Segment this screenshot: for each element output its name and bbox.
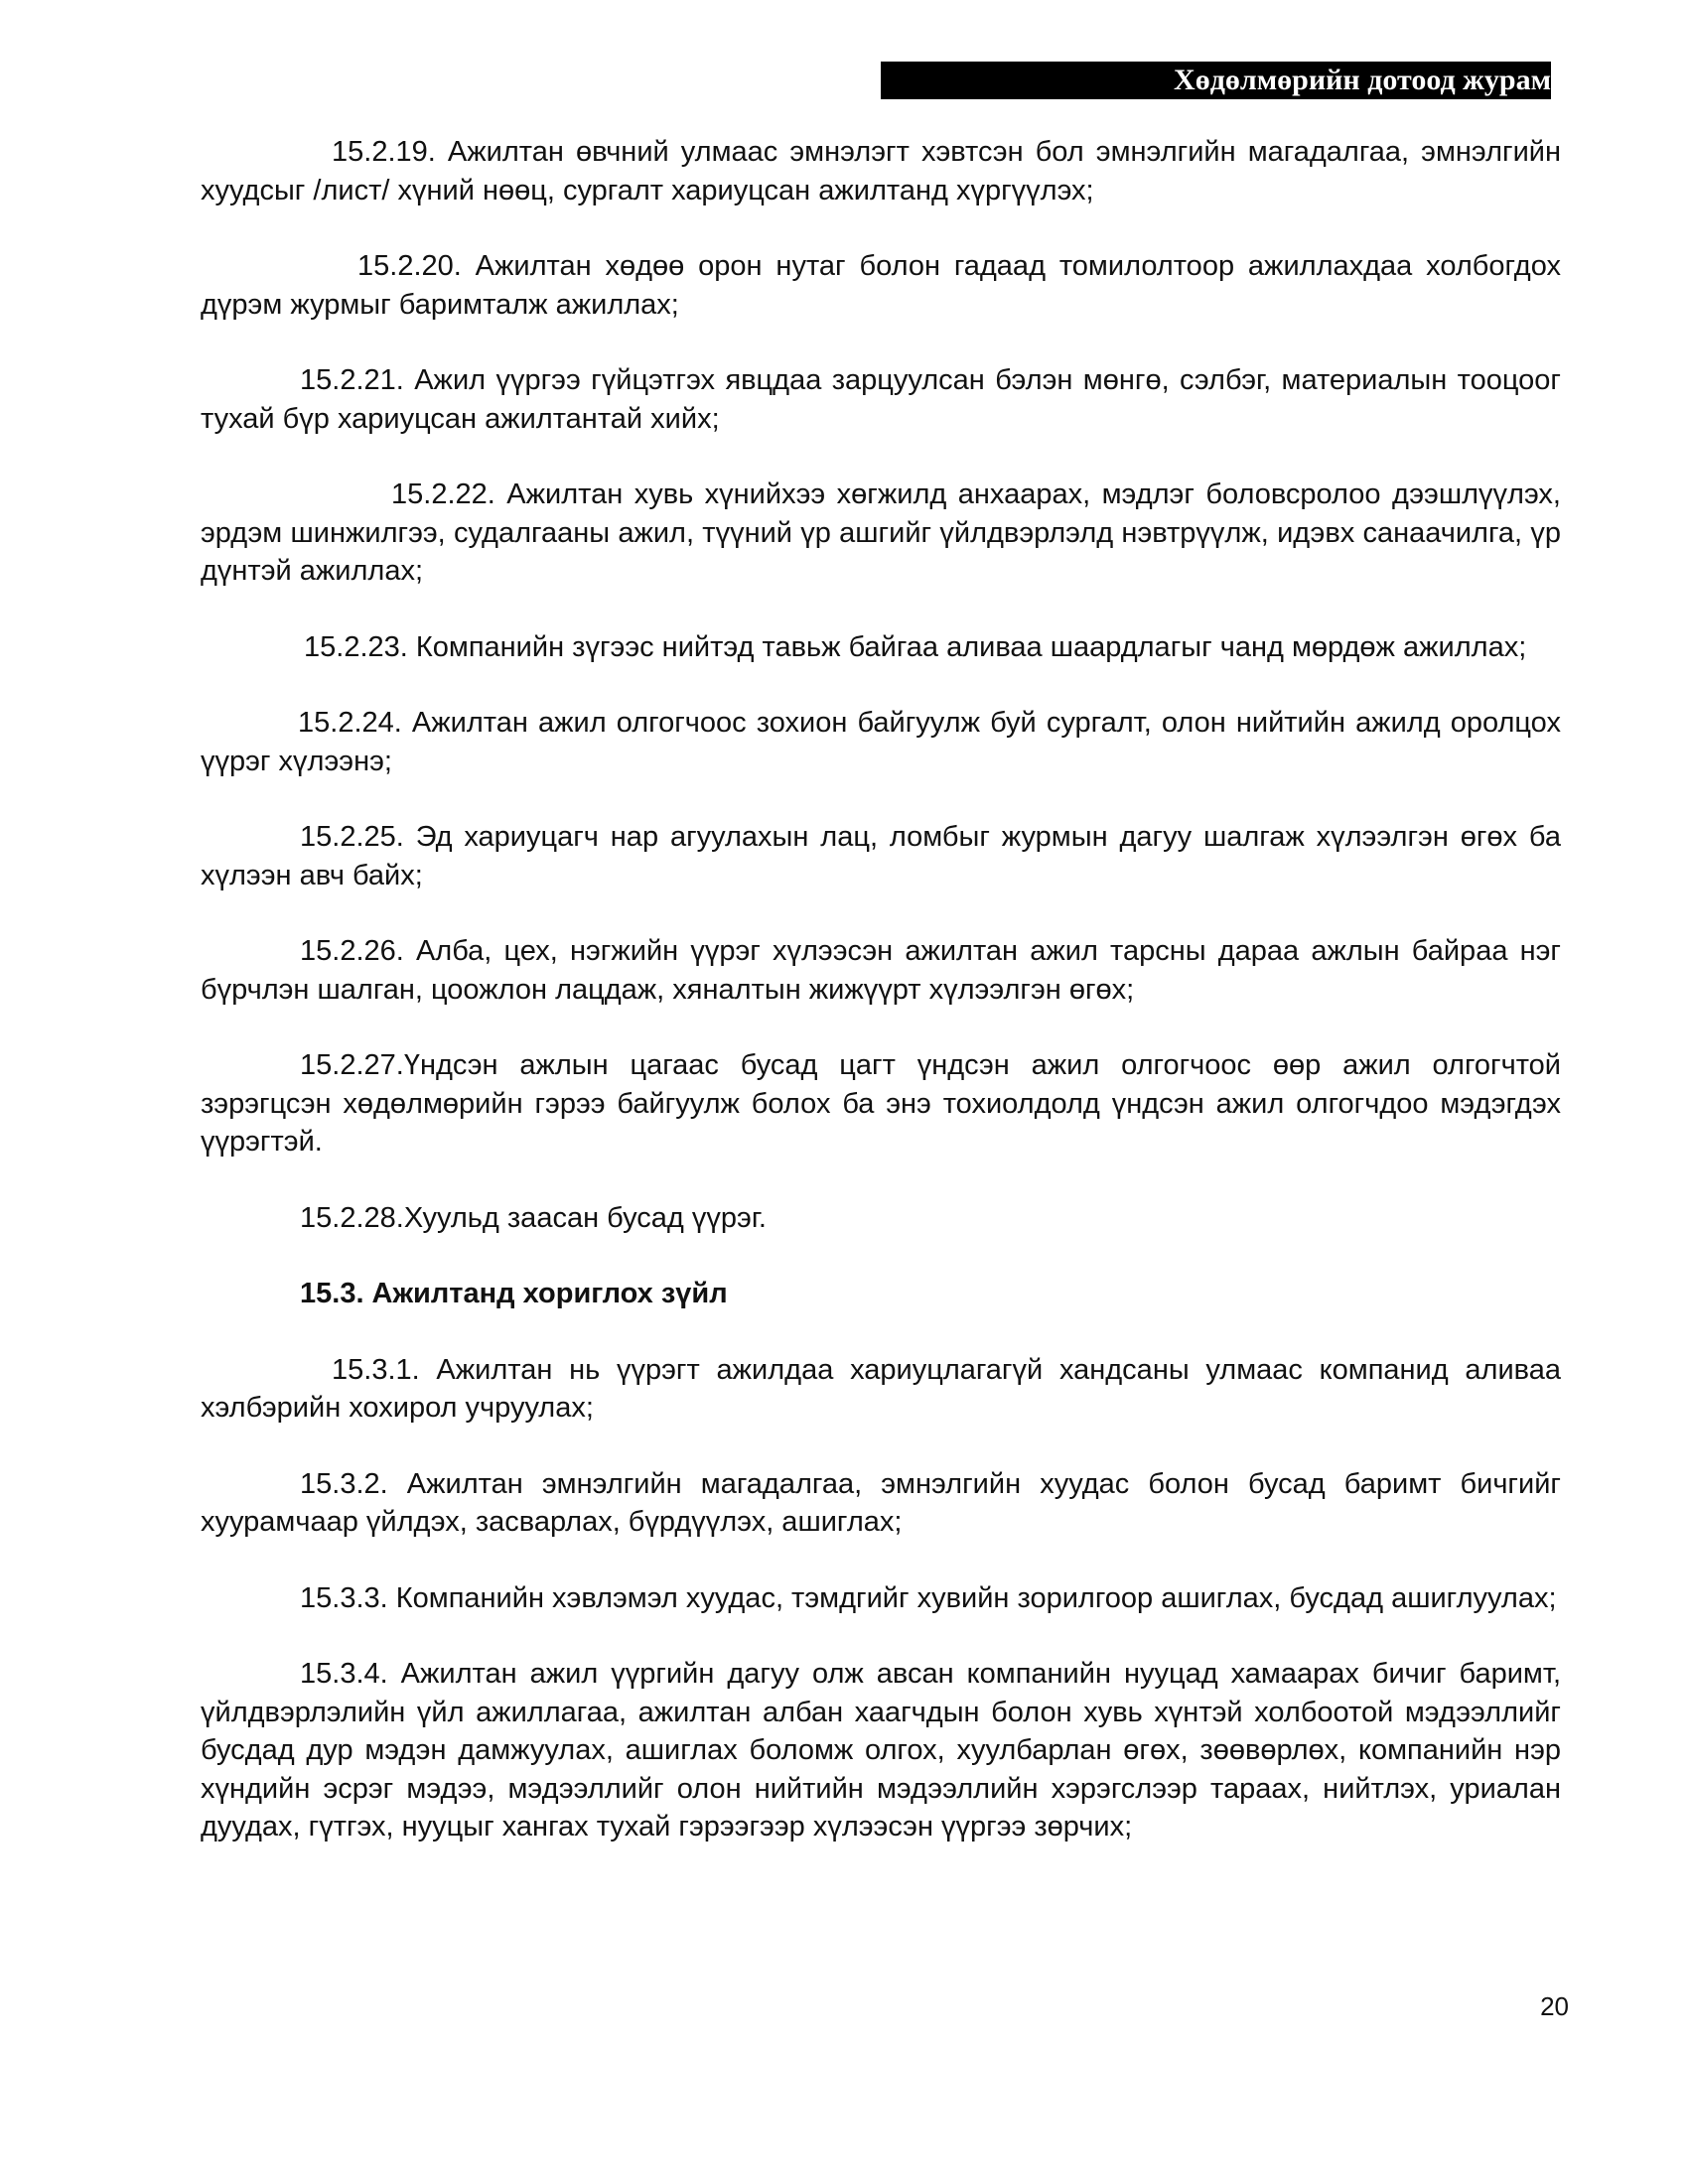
running-header-title: Хөдөлмөрийн дотоод журам [1174, 64, 1551, 96]
clause-15-2-20: 15.2.20. Ажилтан хөдөө орон нутаг болон гадаад томилолтоор ажиллахдаа холбогдох дүрэм журмыг баримталж ажиллах; [201, 250, 1561, 321]
clause-15-2-22: 15.2.22. Ажилтан хувь хүнийхээ хөгжилд анхаарах, мэдлэг боловсролоо дээшлүүлэх, эрдэм шинжилгээ, судалгааны ажил, түүний үр ашгийг үйлдвэрлэлд нэвтрүүлж, идэвх санаачилга, үр дүнтэй ажиллах; [201, 478, 1561, 587]
clause-15-3-1: 15.3.1. Ажилтан нь үүрэгт ажилдаа хариуцлагагүй хандсаны улмаас компанид аливаа хэлбэрийн хохирол учруулах; [201, 1353, 1561, 1424]
clause-15-2-24: 15.2.24. Ажилтан ажил олгогчоос зохион байгуулж буй сургалт, олон нийтийн ажилд оролцох үүрэг хүлээнэ; [201, 707, 1561, 777]
document-body [201, 133, 1561, 1846]
clause-15-3-2: 15.3.2. Ажилтан эмнэлгийн магадалгаа, эмнэлгийн хуудас болон бусад баримт бичгийг хуурамчаар үйлдэх, засварлах, бүрдүүлэх, ашиглах; [201, 1467, 1561, 1538]
clause-15-3-4: 15.3.4. Ажилтан ажил үүргийн дагуу олж авсан компанийн нууцад хамаарах бичиг баримт, үйлдвэрлэлийн үйл ажиллагаа, ажилтан албан хаагчдын болон хувь хүнтэй холбоотой мэдээллийг бусдад дур мэдэн дамжуулах, ашиглах боломж олгох, хуулбарлан өгөх, зөөвөрлөх, компанийн нэр хүндийн эсрэг мэдээ, мэдээллийг олон нийтийн мэдээллийн хэрэгслээр тараах, нийтлэх, уриалан дуудах, гүтгэх, нууцыг хангах тухай гэрээгээр хүлээсэн үүргээ зөрчих; [201, 1658, 1561, 1843]
section-heading-15-3: 15.3. Ажилтанд хориглох зүйл [300, 1278, 728, 1309]
clause-15-2-19: 15.2.19. Ажилтан өвчний улмаас эмнэлэгт хэвтсэн бол эмнэлгийн магадалгаа, эмнэлгийн хуудсыг /лист/ хүний нөөц, сургалт хариуцсан ажилтанд хүргүүлэх; [201, 136, 1561, 206]
clause-15-2-27: 15.2.27.Үндсэн ажлын цагаас бусад цагт үндсэн ажил олгогчоос өөр ажил олгогчтой зэрэгцсэн хөдөлмөрийн гэрээ байгуулж болох ба энэ тохиолдолд үндсэн ажил олгогчдоо мэдэгдэх үүрэгтэй. [201, 1049, 1561, 1158]
clause-15-2-25: 15.2.25. Эд хариуцагч нар агуулахын лац, ломбыг журмын дагуу шалгаж хүлээлгэн өгөх ба хүлээн авч байх; [201, 821, 1561, 891]
clause-15-2-26: 15.2.26. Алба, цех, нэгжийн үүрэг хүлээсэн ажилтан ажил тарсны дараа ажлын байраа нэг бүрчлэн шалган, цоожлон лацдаж, хяналтын жижүүрт хүлээлгэн өгөх; [201, 935, 1561, 1006]
clause-15-3-3: 15.3.3. Компанийн хэвлэмэл хуудас, тэмдгийг хувийн зорилгоор ашиглах, бусдад ашиглуулах; [300, 1581, 1557, 1614]
clause-15-2-23: 15.2.23. Компанийн зүгээс нийтэд тавьж байгаа аливаа шаардлагыг чанд мөрдөж ажиллах; [304, 630, 1527, 663]
page-number: 20 [1540, 1991, 1569, 2021]
running-header [881, 62, 1551, 99]
clause-15-2-28: 15.2.28.Хуульд заасан бусад үүрэг. [300, 1201, 767, 1234]
clause-15-2-21: 15.2.21. Ажил үүргээ гүйцэтгэх явцдаа зарцуулсан бэлэн мөнгө, сэлбэг, материалын тооцоог тухай бүр хариуцсан ажилтантай хийх; [201, 364, 1561, 435]
